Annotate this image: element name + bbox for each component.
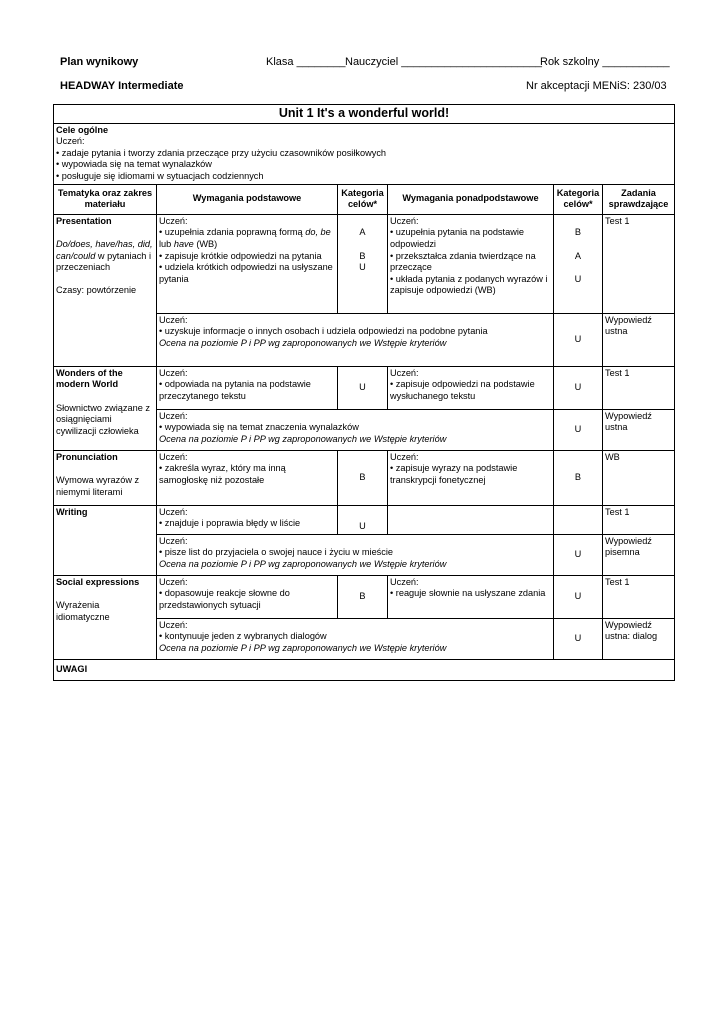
topic-title: Presentation: [56, 215, 112, 226]
dialog-requirement: Uczeń: • kontynuuje jeden z wybranych dialogów Ocena na poziomie P i PP wg zaproponowanych we Wstępie kryteriów: [157, 618, 554, 659]
task-cell: Test 1: [603, 366, 675, 409]
category-cell: B: [338, 575, 388, 618]
topic-subtitle: Czasy: powtórzenie: [56, 285, 137, 296]
plan-label: Plan wynikowy: [60, 56, 139, 68]
task-cell: Wypowiedź ustna: dialog: [603, 618, 675, 659]
category-cell: U: [554, 409, 603, 450]
topic-subtitle: Do/does, have/has, did, can/could w pytaniach i przeczeniach: [56, 238, 156, 273]
task-cell: Wypowiedź ustna: [603, 409, 675, 450]
requirement-item: • przekształca zdania twierdzące na przeczące: [390, 250, 539, 273]
requirement-item: • uzupełnia zdania poprawną formą do, be lub have (WB): [159, 227, 334, 249]
goals-row: [54, 123, 675, 184]
task-cell: Wypowiedź ustna: [603, 313, 675, 366]
col-header-category-ext: Kategoria celów*: [554, 184, 603, 214]
topic-cell: [54, 214, 157, 366]
requirement-item: • zapisuje krótkie odpowiedzi na pytania: [159, 250, 322, 261]
topic-title: Pronunciation: [56, 451, 118, 462]
wonders-row: [54, 366, 675, 409]
goal-item: • wypowiada się na temat wynalazków: [56, 159, 212, 170]
topic-cell: [54, 450, 157, 505]
category-cell: A B U: [338, 214, 388, 313]
extended-requirements: Uczeń: • reaguje słownie na usłyszane zdania: [388, 575, 554, 618]
presentation-row: [54, 214, 675, 313]
unit-title: Unit 1 It's a wonderful world!: [54, 105, 675, 124]
category-cell: B A U: [554, 214, 603, 313]
task-cell: Test 1: [603, 214, 675, 313]
klasa-field: Klasa ________: [266, 56, 346, 68]
category-cell: U: [338, 366, 388, 409]
extended-requirements: Uczeń: • zapisuje wyrazy na podstawie transkrypcji fonetycznej: [388, 450, 554, 505]
topic-title: Social expressions: [56, 576, 140, 587]
topic-cell: [54, 575, 157, 659]
category-cell: U: [554, 618, 603, 659]
col-header-extended: Wymagania ponadpodstawowe: [388, 184, 554, 214]
goal-item: • posługuje się idiomami w sytuacjach codziennych: [56, 170, 264, 181]
rok-field: Rok szkolny ___________: [540, 56, 670, 68]
task-cell: Test 1: [603, 505, 675, 534]
task-cell: WB: [603, 450, 675, 505]
topic-cell: [54, 505, 157, 575]
category-cell: U: [554, 366, 603, 409]
basic-requirements: Uczeń: • zakreśla wyraz, który ma inną samogłoskę niż pozostałe: [157, 450, 338, 505]
speaking-requirement: Uczeń: • uzyskuje informacje o innych osobach i udziela odpowiedzi na podobne pytania Ocena na poziomie P i PP wg zaproponowanych we Wstępie kryteriów: [157, 313, 554, 366]
task-cell: Wypowiedź pisemna: [603, 534, 675, 575]
extended-requirements: Uczeń: • zapisuje odpowiedzi na podstawie wysłuchanego tekstu: [388, 366, 554, 409]
pronunciation-row: [54, 450, 675, 505]
extended-requirements: Uczeń: • uzupełnia pytania na podstawie odpowiedzi • przekształca zdania twierdzące na przeczące • układa pytania z podanych wyrazów i zapisuje odpowiedzi (WB): [388, 214, 554, 313]
book-title: HEADWAY Intermediate: [60, 80, 184, 92]
category-cell: B: [554, 450, 603, 505]
writing-requirement: Uczeń: • pisze list do przyjaciela o swojej nauce i życiu w mieście Ocena na poziomie P i PP wg zaproponowanych we Wstępie kryteriów: [157, 534, 554, 575]
basic-requirements: Uczeń: • znajduje i poprawia błędy w liście: [157, 505, 338, 534]
task-cell: Test 1: [603, 575, 675, 618]
col-header-category: Kategoria celów*: [338, 184, 388, 214]
goals-intro: Uczeń:: [56, 136, 85, 147]
requirement-item: • udziela krótkich odpowiedzi na usłyszane pytania: [159, 262, 336, 284]
category-cell: [554, 505, 603, 534]
col-header-tasks: Zadania sprawdzające: [603, 184, 675, 214]
approval-number: Nr akceptacji MENiS: 230/03: [526, 80, 667, 92]
category-cell: U: [338, 505, 388, 534]
extended-requirements: [388, 505, 554, 534]
speaking-requirement: Uczeń: • wypowiada się na temat znaczenia wynalazków Ocena na poziomie P i PP wg zaproponowanych we Wstępie kryteriów: [157, 409, 554, 450]
topic-subtitle: Wymowa wyrazów z niemymi literami: [56, 474, 142, 497]
requirement-item: • uzupełnia pytania na podstawie odpowiedzi: [390, 227, 527, 249]
basic-requirements: Uczeń: • dopasowuje reakcje słowne do przedstawionych sytuacji: [157, 575, 338, 618]
topic-title: Wonders of the modern World: [56, 367, 126, 390]
notes-label: UWAGI: [54, 659, 675, 680]
goals-heading: Cele ogólne: [56, 124, 109, 135]
column-header-row: [54, 184, 675, 214]
topic-subtitle: Słownictwo związane z osiągnięciami cywilizacji człowieka: [56, 402, 153, 436]
goal-item: • zadaje pytania i tworzy zdania przeczące przy użyciu czasowników posiłkowych: [56, 147, 387, 158]
social-row: [54, 575, 675, 618]
col-header-topic: Tematyka oraz zakres materiału: [54, 184, 157, 214]
topic-title: Writing: [56, 506, 88, 517]
unit-title-row: [54, 105, 675, 124]
goals-cell: [54, 123, 675, 184]
nauczyciel-field: Nauczyciel _______________________: [345, 56, 542, 68]
plan-table: [53, 104, 675, 681]
category-cell: U: [554, 313, 603, 366]
category-cell: U: [554, 534, 603, 575]
writing-row: [54, 505, 675, 534]
basic-requirements: Uczeń: • odpowiada na pytania na podstawie przeczytanego tekstu: [157, 366, 338, 409]
notes-row: [54, 659, 675, 680]
requirement-item: • układa pytania z podanych wyrazów i zapisuje odpowiedzi (WB): [390, 273, 551, 296]
basic-requirements: Uczeń: • uzupełnia zdania poprawną formą do, be lub have (WB) • zapisuje krótkie odpowiedzi na pytania • udziela krótkich odpowiedzi na usłyszane pytania: [157, 214, 338, 313]
col-header-basic: Wymagania podstawowe: [157, 184, 338, 214]
category-cell: U: [554, 575, 603, 618]
topic-cell: [54, 366, 157, 450]
category-cell: B: [338, 450, 388, 505]
topic-subtitle: Wyrażenia idiomatyczne: [56, 599, 110, 622]
